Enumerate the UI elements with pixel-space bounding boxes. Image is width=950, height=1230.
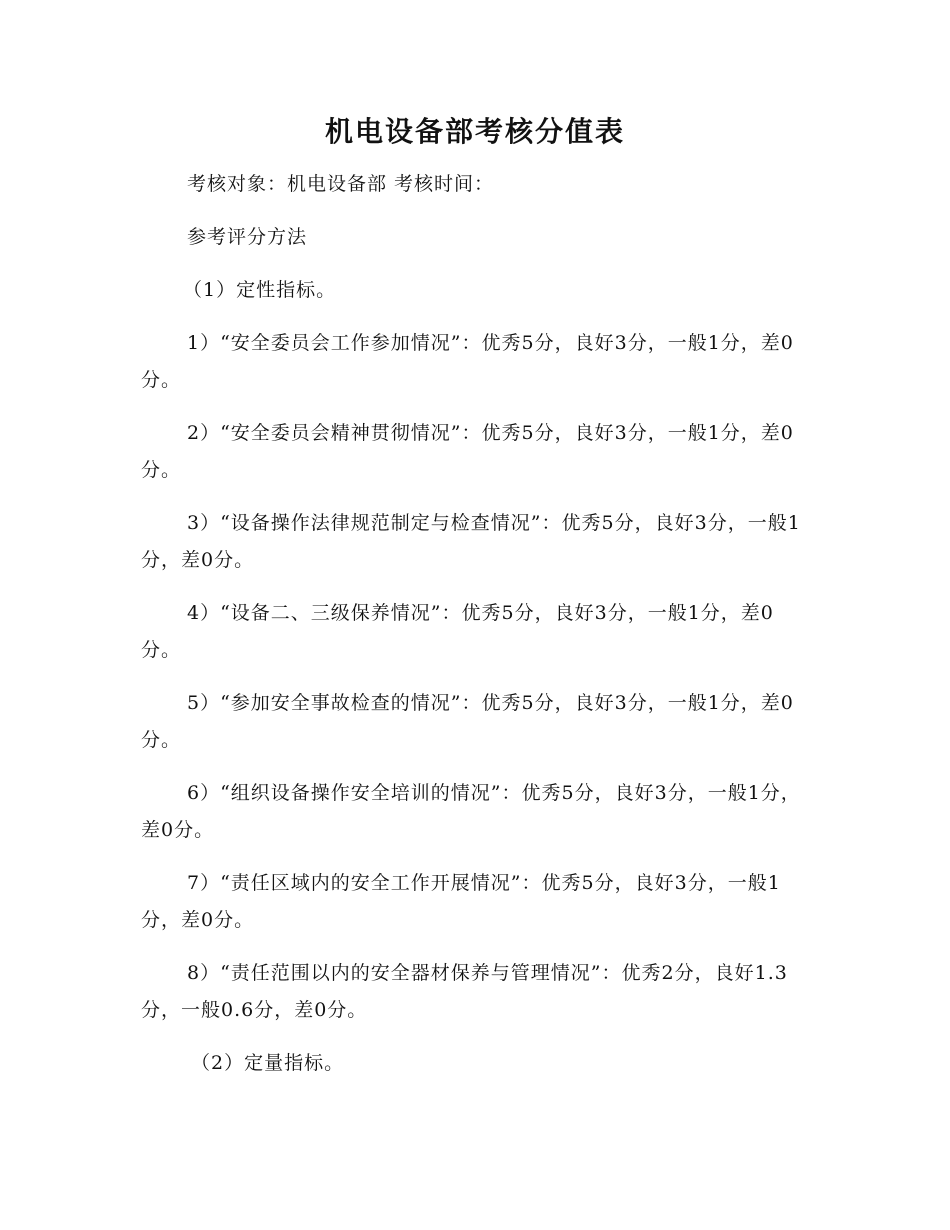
list-item: 2）“安全委员会精神贯彻情况”：优秀5分，良好3分，一般1分，差0分。: [141, 422, 794, 481]
list-item: 5）“参加安全事故检查的情况”：优秀5分，良好3分，一般1分，差0分。: [141, 692, 794, 751]
list-item: 6）“组织设备操作安全培训的情况”：优秀5分，良好3分，一般1分，差0分。: [141, 782, 801, 841]
document-title: 机电设备部考核分值表: [324, 115, 625, 148]
document-body: [141, 166, 801, 1098]
list-item: 4）“设备二、三级保养情况”：优秀5分，良好3分，一般1分，差0分。: [141, 602, 774, 661]
list-item: 8）“责任范围以内的安全器材保养与管理情况”：优秀2分，良好1.3分，一般0.6分，差0分。: [141, 962, 788, 1021]
method-heading: 参考评分方法: [187, 226, 308, 248]
list-item: 7）“责任区域内的安全工作开展情况”：优秀5分，良好3分，一般1分，差0分。: [141, 872, 781, 931]
section-qualitative: （1）定性指标。: [183, 279, 337, 301]
section-quantitative: （2）定量指标。: [191, 1052, 345, 1074]
list-item: 1）“安全委员会工作参加情况”：优秀5分，良好3分，一般1分，差0分。: [141, 332, 794, 391]
list-item: 3）“设备操作法律规范制定与检查情况”：优秀5分，良好3分，一般1分，差0分。: [141, 512, 801, 571]
meta-line: 考核对象：机电设备部 考核时间：: [187, 173, 495, 195]
